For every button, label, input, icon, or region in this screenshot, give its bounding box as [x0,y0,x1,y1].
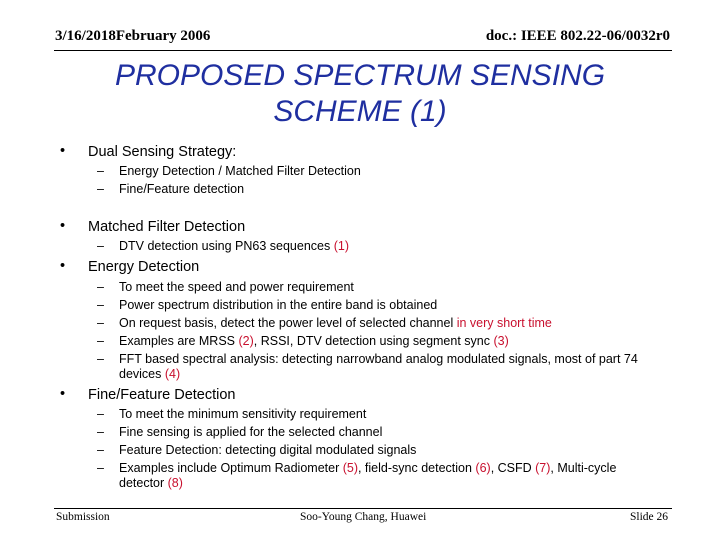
footer-slide-number: Slide 26 [629,511,668,523]
reference-label: (1) [333,239,349,253]
reference-label: (4) [164,367,181,381]
sub-bullet-text: Examples are MRSS (2), RSSI, DTV detection using segment sync (3) [119,334,509,348]
reference-label: in very short time [456,316,552,330]
dash-marker: – [97,298,104,312]
dash-marker: – [97,334,104,348]
dash-marker: – [97,407,104,421]
dash-marker: – [97,182,104,196]
sub-bullet [97,352,667,382]
reference-label: (3) [493,334,509,348]
footer-author: Soo-Young Chang, Huawei [300,511,427,523]
sub-bullet [97,298,667,313]
sub-bullet [97,461,642,491]
bullet-marker: • [60,386,66,402]
sub-bullet [97,407,667,422]
dash-marker: – [97,280,104,294]
sub-bullet-text: Energy Detection / Matched Filter Detection [119,164,361,178]
sub-bullet [97,164,667,179]
dash-marker: – [97,425,104,439]
sub-bullet [97,425,667,440]
reference-label: (6) [475,461,491,475]
sub-bullet-text: Feature Detection: detecting digital modulated signals [119,443,417,457]
dash-marker: – [97,239,104,253]
header-divider [54,50,672,51]
dash-marker: – [97,352,104,366]
dash-marker: – [97,461,104,475]
dash-marker: – [97,316,104,330]
bullet-text: Fine/Feature Detection [88,387,236,403]
reference-label: (5) [342,461,358,475]
sub-bullet [97,182,667,197]
bullet-text: Matched Filter Detection [88,219,246,235]
sub-bullet-text: Fine/Feature detection [119,182,245,196]
sub-bullet-text: Examples include Optimum Radiometer (5), field-sync detection (6), CSFD (7), Multi-cycle detector (8) [119,461,617,490]
bullet-marker: • [60,218,66,234]
sub-bullet-text: Fine sensing is applied for the selected channel [119,425,383,439]
reference-label: (8) [167,476,183,490]
sub-bullet-text: FFT based spectral analysis: detecting narrowband analog modulated signals, most of part 74 devices (4) [119,352,638,381]
reference-label: (2) [238,334,254,348]
sub-bullet [97,239,667,254]
bullet-text: Energy Detection [88,259,200,275]
sub-bullet [97,334,667,349]
bullet-marker: • [60,143,66,159]
title-line-1: PROPOSED SPECTRUM SENSING [114,59,606,92]
sub-bullet-text: To meet the speed and power requirement [119,280,354,294]
reference-label: (7) [535,461,551,475]
footer-submission: Submission [56,511,110,523]
footer-divider [54,508,672,509]
dash-marker: – [97,164,104,178]
dash-marker: – [97,443,104,457]
sub-bullet-text: Power spectrum distribution in the entire band is obtained [119,298,438,312]
bullet-text: Dual Sensing Strategy: [88,144,237,160]
bullet-marker: • [60,258,66,274]
title-line-2: SCHEME (1) [273,95,447,128]
sub-bullet-text: On request basis, detect the power level of selected channel in very short time [119,316,552,330]
sub-bullet [97,443,667,458]
header-doc-id: doc.: IEEE 802.22-06/0032r0 [485,28,670,44]
slide-title [60,58,660,130]
header-date: 3/16/2018February 2006 [55,28,211,44]
sub-bullet [97,280,667,295]
sub-bullet-text: To meet the minimum sensitivity requirement [119,407,367,421]
sub-bullet [97,316,667,331]
sub-bullet-text: DTV detection using PN63 sequences (1) [119,239,349,253]
